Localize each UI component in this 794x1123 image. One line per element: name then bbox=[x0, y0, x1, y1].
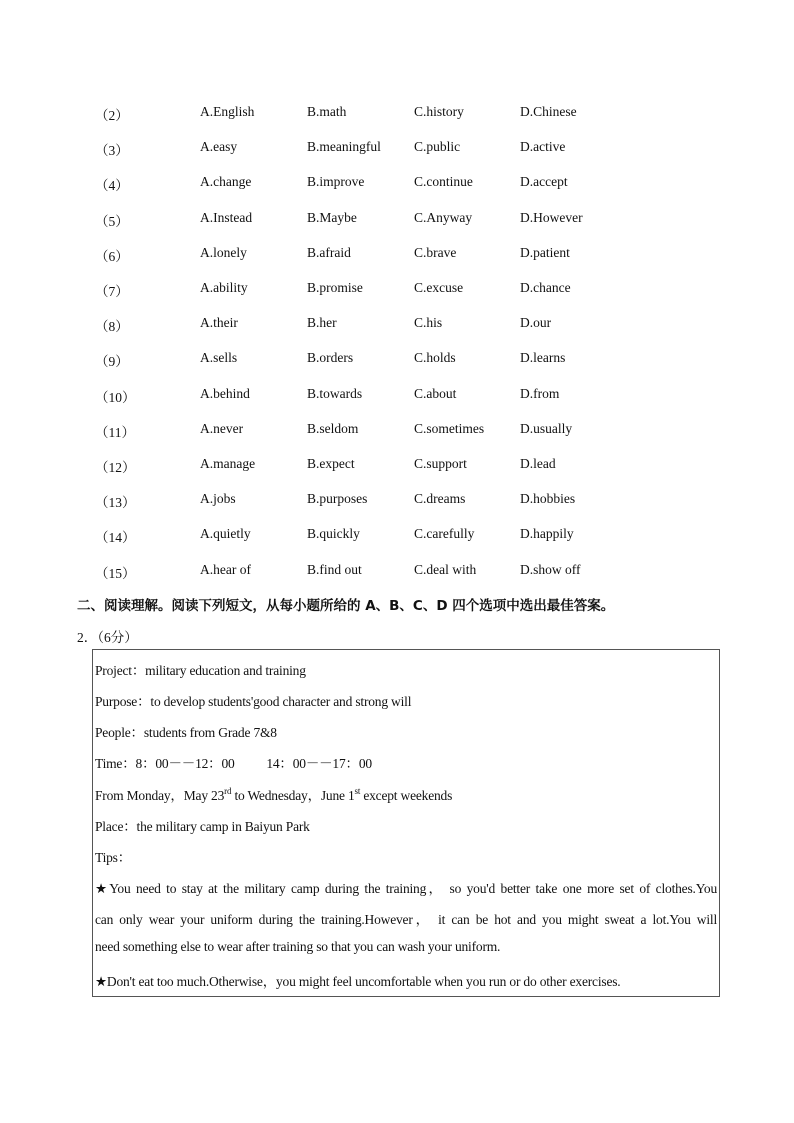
notice-tip1-line1: ★You need to stay at the military camp during the training， so you'd better take one more set of clothes.You bbox=[95, 881, 717, 896]
option-row bbox=[0, 139, 794, 159]
notice-tip2: ★Don't eat too much.Otherwise，you might feel uncomfortable when you run or do other exercises. bbox=[95, 974, 621, 989]
option-d: D.accept bbox=[520, 174, 568, 190]
option-row bbox=[0, 386, 794, 406]
option-b: B.towards bbox=[307, 385, 363, 401]
option-row bbox=[0, 280, 794, 300]
question-num: （10） bbox=[95, 389, 136, 405]
notice-purpose: Purpose：to develop students'good character and strong will bbox=[95, 694, 412, 709]
option-a: A.lonely bbox=[200, 244, 247, 260]
question-num: （4） bbox=[95, 178, 129, 194]
option-a: A.change bbox=[200, 174, 252, 190]
notice-box bbox=[92, 649, 720, 997]
option-a: A.quietly bbox=[200, 526, 251, 542]
question-num: （7） bbox=[95, 284, 129, 299]
option-d: D.patient bbox=[520, 244, 570, 260]
option-b: B.math bbox=[307, 104, 347, 119]
option-b: B.meaningful bbox=[307, 139, 381, 155]
option-a: A.behind bbox=[200, 385, 250, 401]
option-a: A.jobs bbox=[200, 491, 236, 507]
question-num: （13） bbox=[95, 495, 136, 511]
section-heading: 二、阅读理解。阅读下列短文，从每小题所给的 A、B、C、D 四个选项中选出最佳答案。 bbox=[77, 598, 615, 614]
option-row bbox=[0, 174, 794, 194]
notice-tip1-line3: need something else to wear after training so that you can wash your uniform. bbox=[95, 939, 501, 954]
option-d: D.However bbox=[520, 209, 583, 225]
option-row bbox=[0, 350, 794, 370]
option-d: D.happily bbox=[520, 526, 574, 542]
option-a: A.hear of bbox=[200, 561, 251, 577]
option-c: C.excuse bbox=[414, 280, 464, 295]
option-row bbox=[0, 562, 794, 582]
option-b: B.improve bbox=[307, 174, 365, 190]
option-c: C.history bbox=[414, 104, 464, 119]
question-number: 2．（6分） bbox=[77, 630, 138, 645]
option-c: C.support bbox=[414, 456, 467, 471]
question-num: （3） bbox=[95, 143, 129, 159]
question-num: （5） bbox=[95, 213, 129, 229]
option-b: B.purposes bbox=[307, 491, 368, 507]
question-num: （11） bbox=[95, 424, 135, 440]
question-num: （8） bbox=[95, 319, 129, 335]
option-d: D.lead bbox=[520, 456, 556, 471]
option-c: C.Anyway bbox=[414, 209, 473, 225]
notice-time: Time：8：00－－12：00 14：00－－17：00 bbox=[95, 756, 372, 771]
option-b: B.seldom bbox=[307, 420, 359, 436]
option-d: D.Chinese bbox=[520, 104, 577, 119]
option-c: C.brave bbox=[414, 244, 457, 260]
option-c: C.his bbox=[414, 315, 443, 331]
option-a: A.ability bbox=[200, 280, 248, 295]
notice-tip1-line2: can only wear your uniform during the training.However， it can be hot and you might sweat a lot.You will bbox=[95, 912, 717, 927]
option-c: C.continue bbox=[414, 174, 473, 190]
option-c: C.deal with bbox=[414, 561, 477, 577]
option-d: D.hobbies bbox=[520, 491, 576, 507]
option-a: A.their bbox=[200, 315, 238, 331]
option-c: C.public bbox=[414, 139, 461, 155]
option-c: C.sometimes bbox=[414, 420, 485, 436]
option-d: D.from bbox=[520, 385, 560, 401]
option-a: A.easy bbox=[200, 139, 238, 155]
question-num: （6） bbox=[95, 248, 129, 264]
notice-people: People：students from Grade 7&8 bbox=[95, 725, 277, 740]
option-a: A.sells bbox=[200, 350, 238, 366]
option-row bbox=[0, 245, 794, 265]
option-b: B.orders bbox=[307, 350, 354, 366]
notice-project: Project：military education and training bbox=[95, 663, 306, 678]
date-from-text: From Monday，May 23 bbox=[95, 788, 225, 803]
option-b: B.afraid bbox=[307, 244, 351, 260]
question-num: （15） bbox=[95, 565, 136, 581]
question-num: （9） bbox=[95, 354, 129, 370]
option-d: D.learns bbox=[520, 350, 566, 366]
option-a: A.English bbox=[200, 104, 255, 119]
option-row bbox=[0, 491, 794, 511]
option-d: D.our bbox=[520, 315, 552, 331]
option-b: B.find out bbox=[307, 561, 362, 577]
option-row bbox=[0, 104, 794, 124]
question-num: （14） bbox=[95, 530, 136, 546]
notice-date bbox=[95, 784, 452, 804]
option-b: B.quickly bbox=[307, 526, 360, 542]
option-row bbox=[0, 421, 794, 441]
option-b: B.her bbox=[307, 315, 337, 331]
option-c: C.carefully bbox=[414, 526, 475, 542]
date-to-suffix: st bbox=[354, 786, 361, 796]
question-num: （12） bbox=[95, 460, 136, 475]
option-row bbox=[0, 210, 794, 230]
option-b: B.promise bbox=[307, 280, 363, 295]
option-d: D.show off bbox=[520, 561, 581, 577]
option-b: B.expect bbox=[307, 456, 355, 471]
option-d: D.usually bbox=[520, 420, 573, 436]
option-b: B.Maybe bbox=[307, 209, 357, 225]
option-d: D.chance bbox=[520, 280, 571, 295]
option-c: C.holds bbox=[414, 350, 456, 366]
option-d: D.active bbox=[520, 139, 566, 155]
date-from-suffix: rd bbox=[224, 786, 232, 796]
date-middle-text: to Wednesday，June 1 bbox=[231, 788, 355, 803]
option-a: A.never bbox=[200, 420, 244, 436]
option-a: A.manage bbox=[200, 456, 256, 471]
notice-tips-label: Tips： bbox=[95, 850, 132, 865]
option-row bbox=[0, 526, 794, 546]
option-row bbox=[0, 315, 794, 335]
option-c: C.dreams bbox=[414, 491, 466, 507]
option-c: C.about bbox=[414, 385, 457, 401]
notice-place: Place：the military camp in Baiyun Park bbox=[95, 819, 310, 834]
option-a: A.Instead bbox=[200, 209, 253, 225]
date-end-text: except weekends bbox=[360, 788, 453, 803]
option-row bbox=[0, 456, 794, 476]
question-num: （2） bbox=[95, 108, 129, 123]
